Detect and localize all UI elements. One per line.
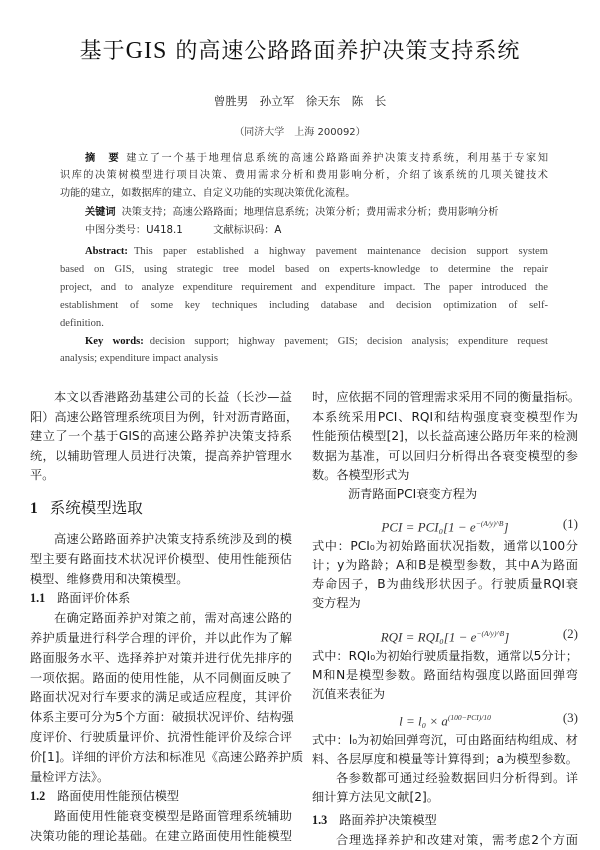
equation — [312, 514, 578, 534]
subsection-heading — [312, 810, 578, 830]
title-part: GIS — [125, 38, 168, 64]
body-text-line: 时，应依据不同的管理需求采用不同的衡量指标。 — [312, 390, 581, 404]
abstract-en-line: based on GIS, using strategic tree model based on experts-knowledge to determine the repair — [60, 264, 548, 275]
affiliation: （同济大学 上海 200092） — [234, 127, 366, 138]
equation-number: (1) — [562, 516, 578, 531]
title-part: 的高速公路路面养护决策支持系统 — [167, 39, 521, 64]
equation-number: (2) — [562, 626, 578, 641]
body-text-line: 统，以辅助管理人员进行决策，提高养护管理水 — [30, 448, 292, 463]
body-text-line: 阳）高速公路管理系统项目为例，针对沥青路面， — [30, 409, 299, 424]
abstract-en-label: Abstract: — [85, 246, 128, 257]
section-number: 1.1 — [30, 591, 46, 606]
body-text-line: 料、各层厚度和模量等计算得到；a为模型参数。 — [312, 752, 578, 766]
body-text-line: 路面使用性能衰变模型是路面管理系统辅助 — [54, 809, 292, 824]
keywords-en-line: analysis; expenditure impact analysis — [60, 353, 218, 364]
classification: 中图分类号：U418.1 文献标识码：A — [85, 225, 282, 236]
equation — [312, 708, 578, 728]
equation — [312, 624, 578, 644]
body-text-line: 路面状况对行车要求的满足或适应程度，其评价 — [30, 690, 292, 705]
abstract-en-text: This paper established a highway pavement maintenance decision support system — [133, 246, 548, 257]
body-text-line: 度评价、行驶质量评价、抗滑性能评价及综合评 — [30, 730, 292, 744]
keywords-en — [85, 334, 548, 350]
body-text-line: 一项依据。路面的使用性能，从不同侧面反映了 — [30, 670, 292, 685]
equation-close: ] — [504, 629, 510, 645]
body-text-line: 各参数都可通过经验数据回归分析得到。详 — [336, 771, 578, 785]
body-text-line: 决策功能的理论基础。在建立路面使用性能模型 — [30, 829, 292, 843]
abstract-label: 摘 要 — [85, 153, 121, 164]
body-text-line: 细计算方法见文献[2]。 — [312, 790, 439, 804]
subsection-heading — [30, 588, 292, 608]
body-text-line: 建立了一个基于GIS的高速公路养护决策支持系 — [30, 429, 292, 443]
body-text-line: 式中：PCI₀为初始路面状况指数，通常以100分 — [312, 539, 578, 553]
body-text-line: 计；y为路龄；A和B是模型参数，其中A为路面 — [312, 558, 578, 572]
body-text-line: 路面服务水平、选择养护对策并进行优先排序的 — [30, 650, 292, 665]
abstract-en-line: project, and to analyze expenditure requirement and expenditure impact. The paper introduced the — [60, 282, 548, 293]
body-text-line: 变方程为 — [312, 596, 361, 610]
body-text-line: 体系主要可分为5个方面：破损状况评价、结构强 — [30, 710, 294, 725]
body-text-line: 沉值来表征为 — [312, 687, 386, 701]
body-text-line: 式中：RQI₀为初始行驶质量指数，通常以5分计； — [312, 649, 578, 663]
body-text-line: 高速公路路面养护决策支持系统涉及到的模 — [54, 532, 292, 546]
equation-main: PCI = PCI₀[1 − e — [381, 519, 476, 535]
equation-body — [312, 514, 578, 537]
body-text-line: 寿命因子，B为曲线形状因子。行驶质量RQI衰 — [312, 577, 578, 591]
equation-number: (3) — [562, 710, 578, 725]
keywords-cn — [85, 205, 548, 221]
body-text-line: 合理选择养护和改建对策，需考虑2个方面 — [336, 833, 578, 847]
equation-body — [312, 624, 578, 647]
authors: 曾胜男 孙立军 徐天东 陈 长 — [213, 94, 387, 108]
body-text-line: 平。 — [30, 468, 55, 482]
abstract-en-line: definition. — [60, 318, 104, 329]
keywords-text: 决策支持；高速公路路面；地理信息系统；决策分析；费用需求分析；费用影响分析 — [121, 207, 499, 218]
body-text-line: 沥青路面PCI衰变方程为 — [348, 487, 478, 501]
section-title: 路面养护决策模型 — [339, 813, 437, 827]
paper-title — [0, 34, 600, 65]
equation-main: l = l₀ × a — [399, 713, 448, 729]
equation-main: RQI = RQI₀[1 − e — [380, 629, 477, 645]
body-text-line: 本系统采用PCI、RQI和结构强度衰变模型作为 — [312, 409, 578, 424]
body-text-line: 模型、维修费用和决策模型。 — [30, 571, 189, 586]
keywords-en-text: decision support; highway pavement; GIS; decision analysis; expenditure request — [149, 336, 548, 347]
abstract-cn-line: 功能的建立，如数据库的建立、自定义功能的实现决策优化流程。 — [60, 188, 356, 199]
body-text-line: M和N是模型参数。路面结构强度以路面回弹弯 — [312, 668, 578, 682]
body-text-line: 型主要有路面技术状况评价模型、使用性能预估 — [30, 551, 292, 566]
body-text-line: 数。各模型形式为 — [312, 468, 410, 482]
body-text-line: 养护质量进行科学合理的评价，并以此作为了解 — [30, 631, 292, 645]
subsection-heading — [30, 786, 292, 806]
body-text-line: 性能预估模型[2]，以长益高速公路历年来的检测 — [312, 429, 578, 443]
body-text-line: 数据为基准，可以回归分析得出各衰变模型的参 — [312, 448, 578, 463]
body-text-line: 量检评方法》。 — [30, 769, 110, 784]
abstract-en-line: establishment of some key techniques including database and decision optimization of self- — [60, 300, 548, 311]
section-number: 1.3 — [312, 813, 328, 827]
section-title: 系统模型选取 — [49, 499, 143, 517]
keywords-en-label: Key words: — [85, 336, 144, 347]
section-title: 路面使用性能预估模型 — [57, 789, 180, 804]
equation-close: ] — [503, 519, 509, 535]
section-number: 1.2 — [30, 789, 46, 804]
abstract-cn-line: 识库的决策树模型进行项目决策、费用需求分析和费用影响分析，介绍了该系统的几项关键技术 — [60, 170, 548, 181]
equation-exponent: (100−PCI)/10 — [447, 713, 491, 722]
abstract-text: 建立了一个基于地理信息系统的高速公路路面养护决策支持系统，利用基于专家知 — [126, 153, 549, 164]
keywords-label: 关键词 — [85, 207, 116, 218]
body-text-line: 价[1]。详细的评价方法和标准见《高速公路养护质 — [30, 749, 304, 764]
body-text-line: 在确定路面养护对策之前，需对高速公路的 — [54, 611, 292, 626]
abstract-en-line — [85, 244, 548, 260]
section-title: 路面评价体系 — [57, 591, 131, 606]
title-part: 基于 — [79, 39, 126, 64]
equation-exponent: −(A/y)^B — [476, 629, 505, 638]
body-text-line: 式中：l₀为初始回弹弯沉，可由路面结构组成、材 — [312, 733, 578, 747]
equation-exponent: −(A/y)^B — [475, 519, 504, 528]
section-number: 1 — [30, 500, 38, 517]
section-heading — [30, 495, 292, 521]
body-text-line: 本文以香港路劲基建公司的长益（长沙—益 — [54, 390, 292, 404]
equation-body — [312, 708, 578, 731]
abstract-cn-line — [85, 151, 548, 167]
